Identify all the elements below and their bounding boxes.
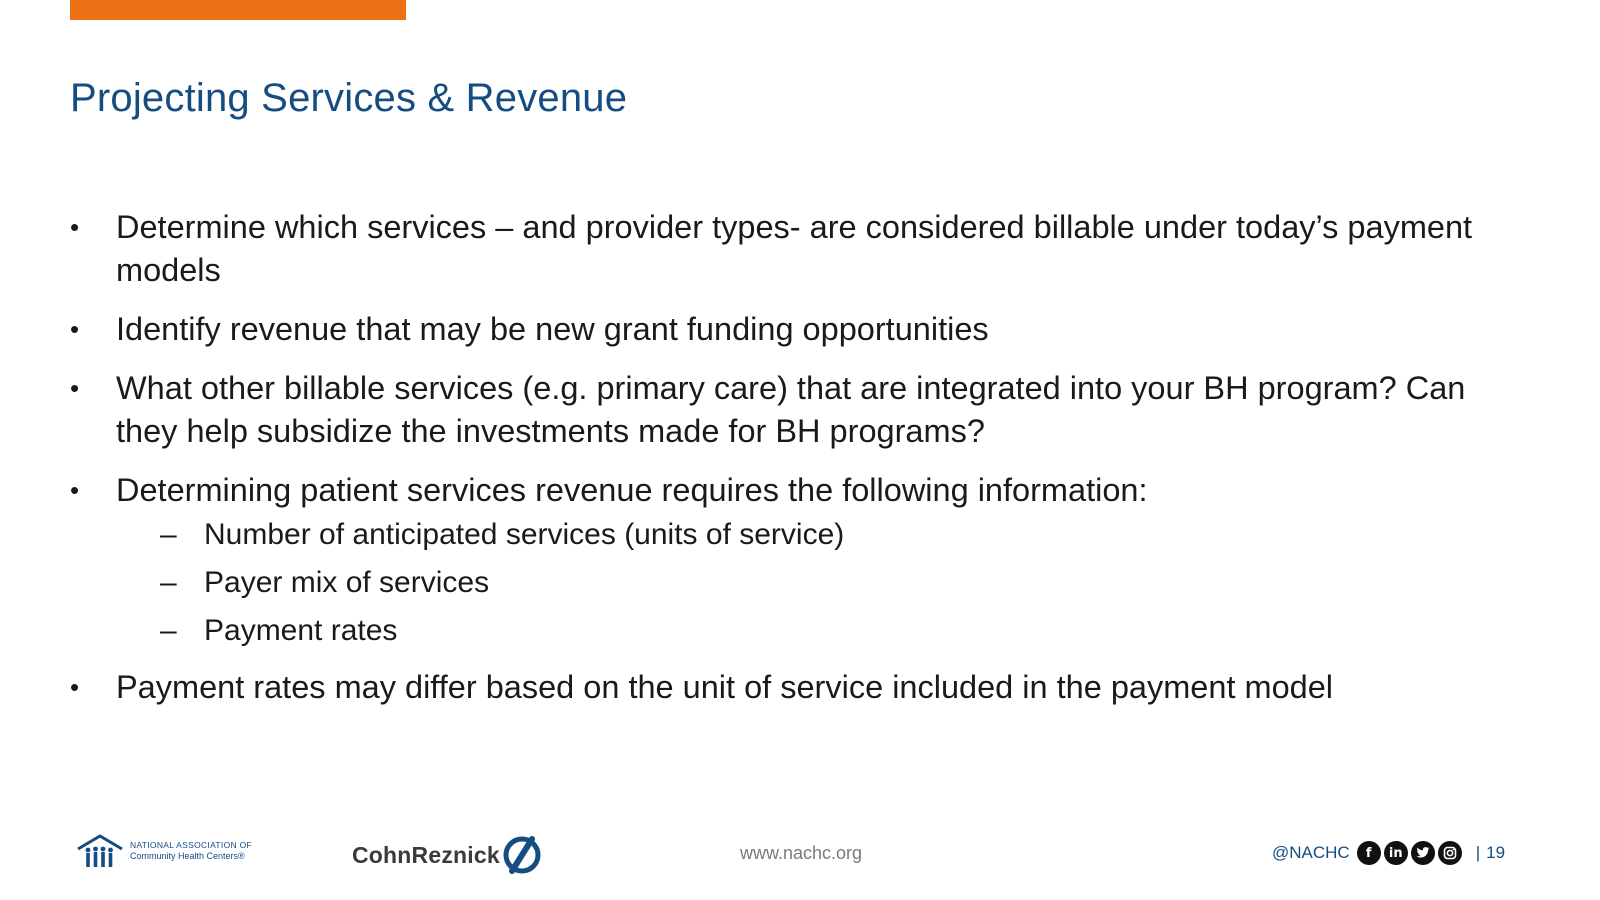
nachc-logo: [76, 830, 256, 872]
sub-bullet-text: Number of anticipated services (units of service): [204, 518, 845, 551]
cohnreznick-logo: [352, 833, 542, 877]
nachc-logo-line1: NATIONAL ASSOCIATION OF: [130, 840, 252, 850]
nachc-house-icon: [76, 833, 124, 869]
sub-bullet-marker: –: [160, 566, 177, 599]
bullet-marker: •: [70, 373, 80, 403]
bullet-item: [70, 666, 1510, 709]
sub-bullet-list: [116, 516, 1510, 650]
sub-bullet-marker: –: [160, 614, 177, 647]
slide-title: Projecting Services & Revenue: [70, 76, 628, 120]
cohnreznick-logo-text: CohnReznick: [352, 841, 500, 868]
footer-url-link[interactable]: www.nachc.org: [740, 843, 863, 863]
instagram-icon[interactable]: [1438, 841, 1462, 865]
bullet-marker: •: [70, 212, 80, 242]
bullet-marker: •: [70, 672, 80, 702]
bullet-marker: •: [70, 314, 80, 344]
bullet-item: [70, 308, 1510, 351]
twitter-icon[interactable]: [1411, 841, 1435, 865]
sub-bullet-item: [116, 612, 1510, 650]
page-separator: |: [1475, 843, 1481, 862]
page-number: 19: [1486, 843, 1506, 862]
linkedin-icon[interactable]: in: [1384, 841, 1408, 865]
bullet-text: What other billable services (e.g. primary care) that are integrated into your BH program? Can they help subsidize the investments made for BH programs?: [116, 370, 1466, 449]
social-handle[interactable]: @NACHC: [1272, 843, 1350, 862]
bullet-marker: •: [70, 475, 80, 505]
nachc-logo-line2: Community Health Centers®: [130, 851, 245, 861]
sub-bullet-item: [116, 516, 1510, 554]
accent-bar: [70, 0, 406, 20]
sub-bullet-text: Payment rates: [204, 614, 398, 647]
bullet-item: [70, 367, 1510, 453]
bullet-list: [70, 206, 1510, 725]
bullet-text: Determining patient services revenue requires the following information:: [116, 472, 1148, 508]
bullet-text: Determine which services – and provider types- are considered billable under today’s payment models: [116, 209, 1473, 288]
bullet-text: Payment rates may differ based on the unit of service included in the payment model: [116, 669, 1334, 705]
footer-social: [1272, 838, 1505, 868]
bullet-item: [70, 206, 1510, 292]
facebook-icon[interactable]: f: [1357, 841, 1381, 865]
sub-bullet-item: [116, 564, 1510, 602]
sub-bullet-text: Payer mix of services: [204, 566, 490, 599]
sub-bullet-marker: –: [160, 518, 177, 551]
bullet-text: Identify revenue that may be new grant funding opportunities: [116, 311, 989, 347]
cohnreznick-mark-icon: [502, 835, 542, 875]
bullet-item: [70, 469, 1510, 650]
